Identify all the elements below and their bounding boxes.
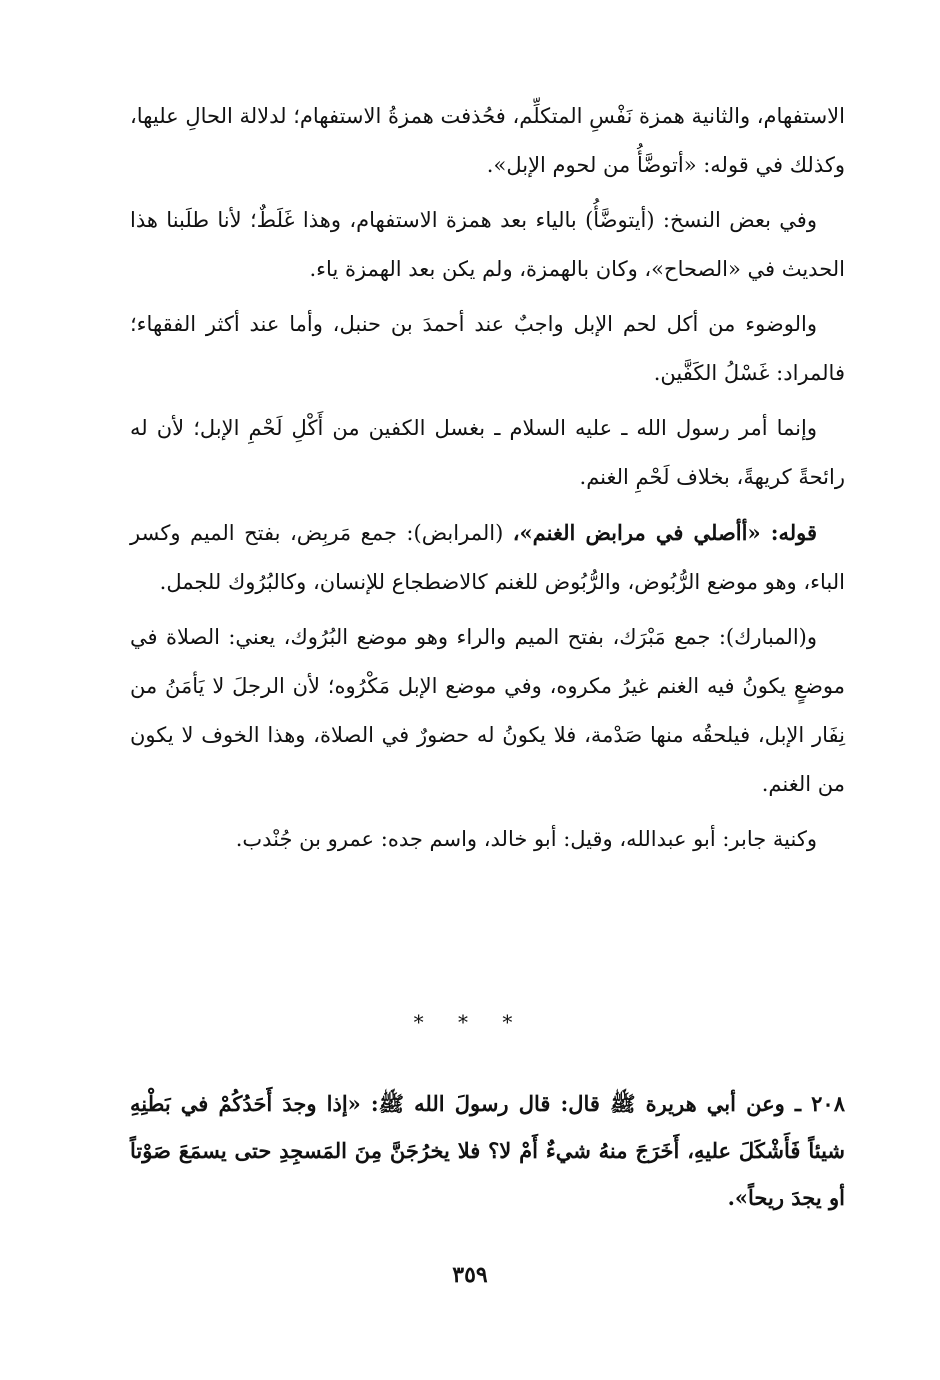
paragraph-1: الاستفهام، والثانية همزة نَفْسِ المتكلِّم، فحُذفت همزةُ الاستفهام؛ لدلالة الحالِ عليها، وكذلك في قوله: «أتوضَّأُ من لحوم الإبل».	[130, 104, 845, 177]
paragraph-qawluh	[130, 508, 845, 607]
qawluh-lead: قوله: «أأصلي في مرابض الغنم»،	[512, 520, 817, 545]
paragraph-2: وفي بعض النسخ: (أيتوضَّأُ) بالياء بعد همزة الاستفهام، وهذا غَلَطٌ؛ لأنا طلَبنا هذا الحديث في «الصحاح»، وكان بالهمزة، ولم يكن بعد الهمزة ياء.	[130, 208, 845, 281]
paragraph-kunya: وكنية جابر: أبو عبدالله، وقيل: أبو خالد، واسم جده: عمرو بن جُنْدب.	[235, 827, 817, 851]
hadith-208: ٢٠٨ ـ وعن أبي هريرة ﷺ قال: قال رسولَ الله ﷺ: «إذا وجدَ أَحَدُكُمْ في بَطْنِهِ شيئاً فَأَشْكَلَ عليهِ، أَخَرَجَ منهُ شيءٌ أَمْ لا؟ فلا يخرُجَنَّ مِنَ المَسجِدِ حتى يسمَعَ صَوْتاً أو يجدَ ريحاً».	[130, 1091, 845, 1210]
qawluh-rest: (المرابض): جمع مَربِض، بفتح الميم وكسر الباء، وهو موضع الرُّبُوض، والرُّبُوض للغنم كالاضطجاع للإنسان، وكالبُرُوك للجمل.	[130, 521, 845, 594]
paragraph-mubarak: و(المبارك): جمع مَبْرَك، بفتح الميم والراء وهو موضع البُرُوك، يعني: الصلاة في موضعٍ يكونُ فيه الغنم غيرُ مكروه، وفي موضع الإبل مَكْرُوه؛ لأن الرجلَ لا يَأمَنُ من نِفَار الإبل، فيلحقُه منها صَدْمة، فلا يكونُ له حضورٌ في الصلاة، وهذا الخوف لا يكون من الغنم.	[130, 625, 845, 796]
page-number: ٣٥٩	[452, 1262, 488, 1288]
paragraph-4: وإنما أمر رسول الله ـ عليه السلام ـ بغسل الكفين من أَكْلِ لَحْمِ الإبل؛ لأن له رائحةً كريهةً، بخلاف لَحْمِ الغنم.	[130, 416, 845, 489]
section-separator: * * *	[413, 1010, 527, 1034]
paragraph-3: والوضوء من أكل لحم الإبل واجبٌ عند أحمدَ بن حنبل، وأما عند أكثر الفقهاء؛ فالمراد: غَسْلُ الكَفَّين.	[130, 312, 845, 385]
commentary-text	[130, 92, 845, 870]
